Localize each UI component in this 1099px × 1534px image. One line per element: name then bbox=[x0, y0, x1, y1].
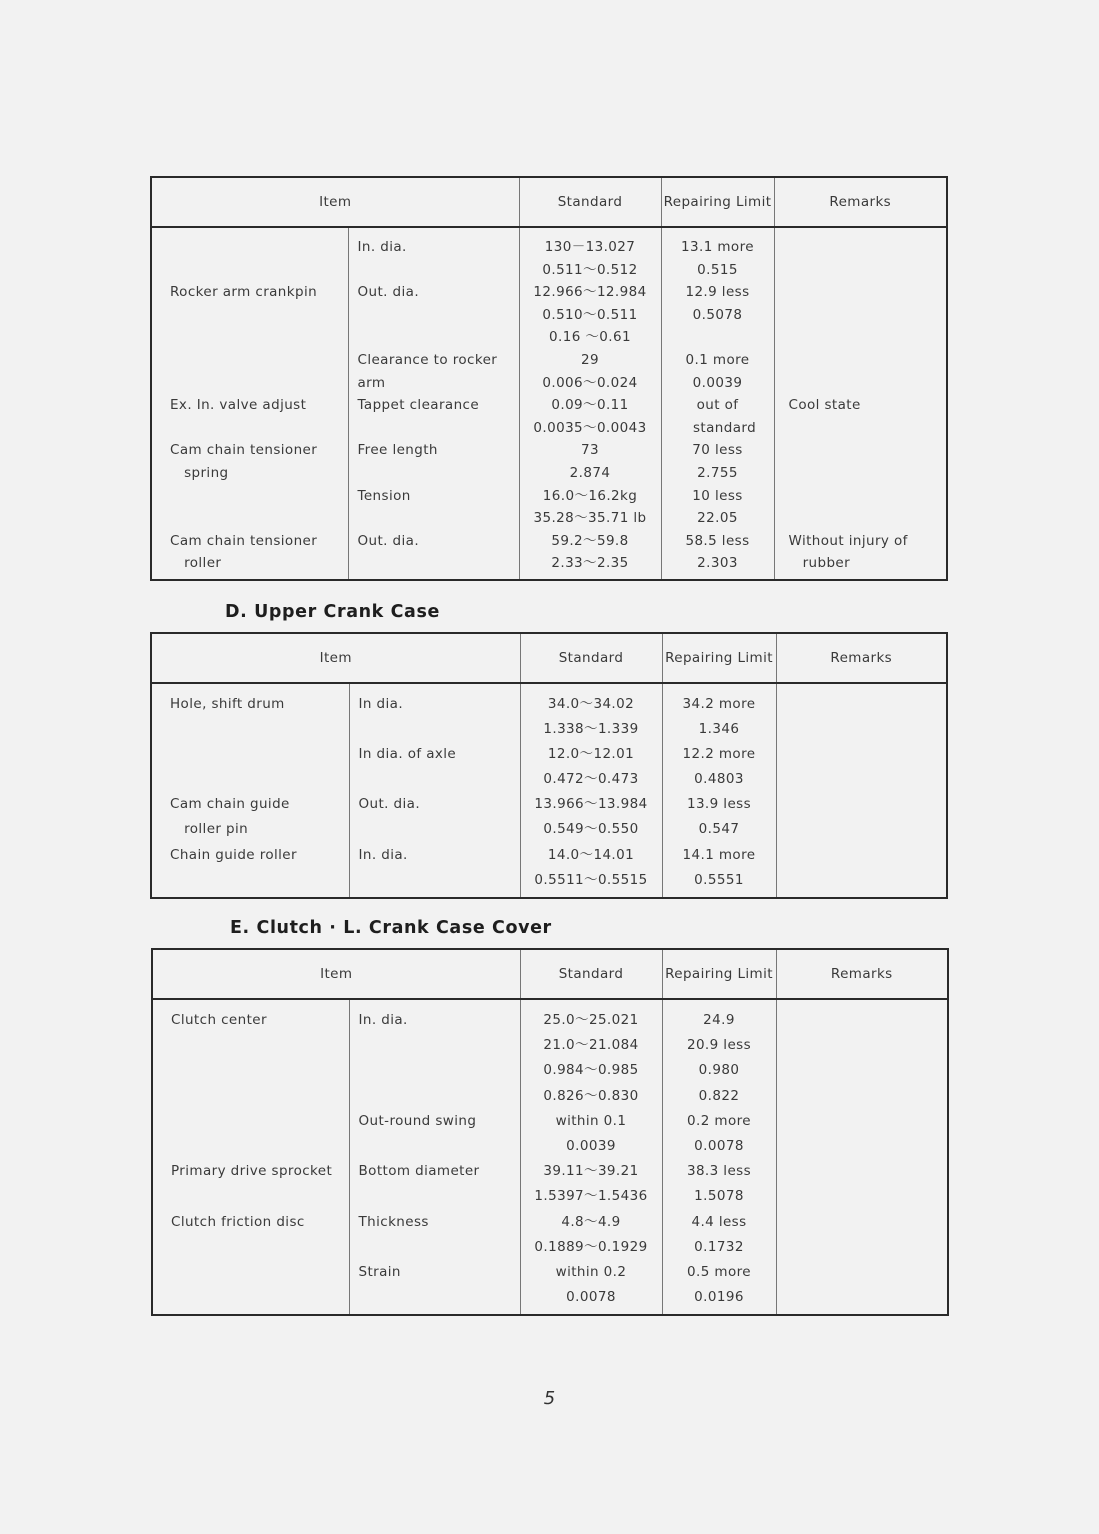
header-item: Item bbox=[151, 177, 519, 227]
sub-item-line bbox=[359, 1058, 520, 1083]
standard-cell bbox=[519, 227, 661, 394]
item-line bbox=[171, 1084, 349, 1109]
standard-value: 0.1889～0.1929 bbox=[534, 1238, 648, 1255]
limit-value: 2.755 bbox=[697, 464, 738, 481]
limit-value: 38.3 less bbox=[686, 1163, 752, 1180]
standard-value: 0.984～0.985 bbox=[543, 1062, 639, 1079]
item-line: Clutch center bbox=[171, 1012, 267, 1028]
sub-item-cell bbox=[349, 999, 520, 1315]
remarks-line bbox=[791, 692, 947, 717]
item-line bbox=[171, 1285, 349, 1310]
table-header-row bbox=[151, 177, 947, 227]
item-line bbox=[171, 1260, 349, 1285]
standard-value: 4.8～4.9 bbox=[561, 1213, 621, 1230]
item-line bbox=[170, 507, 348, 530]
remarks-line: Cool state bbox=[788, 397, 861, 414]
limit-value: 34.2 more bbox=[682, 696, 756, 712]
remarks-line bbox=[791, 843, 947, 868]
limit-value: 1.5078 bbox=[694, 1188, 744, 1205]
remarks-line bbox=[791, 817, 947, 842]
item-line: Cam chain tensioner bbox=[170, 442, 318, 459]
standard-value: 2.874 bbox=[569, 464, 611, 481]
standard-value: 16.0～16.2kg bbox=[542, 487, 638, 504]
standard-value: 0.5511～0.5515 bbox=[534, 871, 648, 888]
sub-item-line bbox=[359, 1033, 520, 1058]
limit-value: 0.515 bbox=[697, 261, 738, 278]
limit-value: 58.5 less bbox=[685, 532, 750, 549]
remarks-line bbox=[789, 462, 947, 485]
limit-value: 0.0078 bbox=[694, 1138, 744, 1155]
item-line: roller pin bbox=[170, 821, 249, 838]
header-item: Item bbox=[151, 633, 520, 683]
sub-item-line: Out. dia. bbox=[357, 532, 420, 549]
sub-item-line bbox=[359, 717, 520, 742]
sub-item-line: In dia. of axle bbox=[358, 746, 457, 763]
standard-value: 59.2～59.8 bbox=[551, 532, 629, 549]
standard-value: 0.510～0.511 bbox=[542, 306, 638, 323]
limit-value: out of bbox=[696, 397, 739, 414]
item-line bbox=[170, 417, 348, 440]
header-standard: Standard bbox=[520, 949, 662, 999]
sub-item-line bbox=[358, 552, 519, 575]
item-line: Ex. In. valve adjust bbox=[170, 397, 307, 414]
standard-cell bbox=[520, 999, 662, 1315]
standard-value: 0.826～0.830 bbox=[543, 1087, 639, 1104]
limit-value: 0.5 more bbox=[687, 1264, 751, 1281]
item-line: Primary drive sprocket bbox=[171, 1163, 333, 1180]
remarks-line bbox=[791, 1210, 948, 1235]
remarks-line bbox=[791, 1184, 948, 1209]
spec-table-upper-crank-case bbox=[150, 632, 948, 899]
sub-item-line bbox=[359, 1285, 520, 1310]
table-header-row bbox=[151, 633, 947, 683]
standard-cell bbox=[520, 683, 662, 898]
remarks-line bbox=[791, 792, 947, 817]
item-line bbox=[170, 236, 348, 259]
limit-value: 0.1732 bbox=[694, 1238, 744, 1255]
table-row bbox=[151, 683, 947, 898]
limit-value: 0.2 more bbox=[687, 1112, 751, 1129]
limit-value: 0.547 bbox=[698, 821, 740, 838]
sub-item-line: Tappet clearance bbox=[357, 397, 480, 414]
remarks-line bbox=[791, 1159, 948, 1184]
limit-value: 12.9 less bbox=[685, 284, 750, 301]
standard-value: 13.966～13.984 bbox=[534, 796, 648, 813]
item-line: Clutch friction disc bbox=[171, 1213, 305, 1230]
limit-value: 0.0196 bbox=[694, 1289, 744, 1306]
remarks-line bbox=[789, 417, 947, 440]
remarks-cell bbox=[776, 999, 948, 1315]
sub-item-line: arm bbox=[357, 374, 386, 391]
limit-value: 4.4 less bbox=[691, 1213, 747, 1230]
remarks-line bbox=[791, 868, 947, 893]
sub-item-cell bbox=[348, 394, 519, 580]
remarks-line bbox=[789, 236, 947, 259]
sub-item-line: In. dia. bbox=[358, 1012, 408, 1028]
header-repairing-limit: Repairing Limit bbox=[662, 949, 776, 999]
standard-value: 0.0035～0.0043 bbox=[533, 419, 647, 436]
header-repairing-limit: Repairing Limit bbox=[661, 177, 774, 227]
item-cell bbox=[151, 227, 348, 394]
sub-item-line bbox=[359, 1134, 520, 1159]
limit-value: 14.1 more bbox=[682, 846, 756, 863]
sub-item-line: Tension bbox=[357, 487, 411, 504]
limit-value: 70 less bbox=[692, 442, 743, 459]
item-line: Chain guide roller bbox=[170, 846, 297, 863]
sub-item-line: In dia. bbox=[358, 696, 404, 712]
standard-value: 12.966～12.984 bbox=[533, 284, 647, 301]
limit-cell bbox=[662, 999, 776, 1315]
item-line bbox=[171, 1184, 349, 1209]
standard-value: 14.0～14.01 bbox=[547, 846, 635, 863]
sub-item-line: Thickness bbox=[358, 1213, 429, 1230]
remarks-line bbox=[789, 281, 947, 304]
item-line bbox=[170, 372, 348, 395]
limit-value bbox=[662, 326, 774, 349]
limit-value: 0.822 bbox=[698, 1087, 740, 1104]
remarks-line bbox=[791, 717, 947, 742]
item-line: roller bbox=[170, 555, 222, 572]
sub-item-line: Strain bbox=[358, 1264, 401, 1281]
limit-value: 0.5551 bbox=[694, 871, 744, 888]
header-repairing-limit: Repairing Limit bbox=[662, 633, 776, 683]
item-line bbox=[170, 717, 349, 742]
remarks-line bbox=[791, 767, 947, 792]
remarks-line bbox=[791, 1008, 948, 1033]
remarks-line bbox=[791, 1260, 948, 1285]
limit-value: 0.0039 bbox=[692, 374, 743, 391]
remarks-line bbox=[789, 259, 947, 282]
item-line bbox=[170, 326, 348, 349]
table-row bbox=[151, 227, 947, 394]
sub-item-line: Out-round swing bbox=[358, 1112, 477, 1129]
sub-item-line bbox=[359, 1084, 520, 1109]
limit-value: standard bbox=[678, 419, 757, 436]
item-line bbox=[170, 767, 349, 792]
section-title-clutch-crank-case-cover: E. Clutch · L. Crank Case Cover bbox=[230, 918, 552, 938]
item-line bbox=[170, 742, 349, 767]
table-row bbox=[152, 999, 948, 1315]
sub-item-line: Bottom diameter bbox=[358, 1163, 480, 1180]
standard-value: 21.0～21.084 bbox=[543, 1037, 639, 1054]
limit-value: 0.5078 bbox=[692, 306, 743, 323]
remarks-cell bbox=[776, 683, 947, 898]
limit-value: 1.346 bbox=[698, 721, 740, 738]
header-standard: Standard bbox=[520, 633, 662, 683]
item-line: spring bbox=[170, 464, 229, 481]
standard-value: 34.0～34.02 bbox=[547, 696, 635, 712]
remarks-line bbox=[791, 1058, 948, 1083]
limit-value: 0.4803 bbox=[694, 771, 744, 788]
remarks-line bbox=[789, 372, 947, 395]
remarks-line bbox=[791, 1033, 948, 1058]
limit-cell bbox=[661, 394, 774, 580]
limit-value: 24.9 bbox=[703, 1012, 735, 1028]
sub-item-line: Out. dia. bbox=[358, 796, 421, 813]
limit-value: 22.05 bbox=[697, 510, 738, 527]
remarks-line: Without injury of bbox=[788, 532, 908, 549]
sub-item-line bbox=[358, 417, 519, 440]
standard-value: 0.549～0.550 bbox=[543, 821, 639, 838]
remarks-line bbox=[789, 304, 947, 327]
page-number: 5 bbox=[543, 1388, 556, 1409]
standard-value: 0.006～0.024 bbox=[542, 374, 638, 391]
remarks-line bbox=[791, 1134, 948, 1159]
sub-item-line bbox=[358, 259, 519, 282]
spec-table-clutch-crank-case-cover bbox=[151, 948, 949, 1316]
standard-cell bbox=[519, 394, 661, 580]
sub-item-cell bbox=[348, 227, 519, 394]
remarks-line bbox=[789, 326, 947, 349]
spec-table-cylinder-head bbox=[150, 176, 948, 581]
sub-item-cell bbox=[349, 683, 520, 898]
sub-item-line: In. dia. bbox=[357, 239, 407, 255]
sub-item-line bbox=[359, 767, 520, 792]
standard-value: 0.09～0.11 bbox=[551, 397, 629, 414]
item-line bbox=[170, 259, 348, 282]
sub-item-line bbox=[359, 817, 520, 842]
sub-item-line: Clearance to rocker bbox=[357, 351, 498, 368]
remarks-line bbox=[791, 742, 947, 767]
limit-value: 13.9 less bbox=[686, 796, 752, 813]
item-line bbox=[171, 1109, 349, 1134]
limit-cell bbox=[662, 683, 776, 898]
remarks-line bbox=[791, 1109, 948, 1134]
limit-value: 20.9 less bbox=[686, 1037, 752, 1054]
sub-item-line bbox=[359, 1184, 520, 1209]
header-remarks: Remarks bbox=[776, 633, 947, 683]
limit-value: 10 less bbox=[692, 487, 743, 504]
item-line bbox=[171, 1235, 349, 1260]
remarks-line: rubber bbox=[788, 555, 851, 572]
limit-value: 2.303 bbox=[697, 555, 738, 572]
limit-value: 0.1 more bbox=[685, 351, 750, 368]
remarks-line bbox=[791, 1235, 948, 1260]
remarks-cell bbox=[774, 394, 947, 580]
remarks-line bbox=[791, 1084, 948, 1109]
sub-item-line bbox=[359, 1235, 520, 1260]
standard-value: 29 bbox=[581, 351, 599, 368]
sub-item-line: Out. dia. bbox=[357, 284, 420, 301]
standard-value: 39.11～39.21 bbox=[543, 1163, 639, 1180]
item-line bbox=[171, 1033, 349, 1058]
item-line: Rocker arm crankpin bbox=[170, 284, 318, 301]
standard-value: 0.16 ～0.61 bbox=[549, 329, 631, 346]
item-line bbox=[171, 1058, 349, 1083]
sub-item-line bbox=[358, 462, 519, 485]
item-line bbox=[170, 868, 349, 893]
item-line bbox=[170, 304, 348, 327]
standard-value: 35.28～35.71 lb bbox=[533, 510, 647, 527]
header-remarks: Remarks bbox=[776, 949, 948, 999]
sub-item-line bbox=[358, 304, 519, 327]
remarks-cell bbox=[774, 227, 947, 394]
standard-value: 25.0～25.021 bbox=[543, 1012, 639, 1028]
item-line: Cam chain guide bbox=[170, 796, 290, 813]
item-line bbox=[170, 485, 348, 508]
header-remarks: Remarks bbox=[774, 177, 947, 227]
standard-value: 12.0～12.01 bbox=[547, 746, 635, 763]
header-item: Item bbox=[152, 949, 520, 999]
sub-item-line: Free length bbox=[357, 442, 438, 459]
remarks-line bbox=[789, 439, 947, 462]
standard-value: 0.0039 bbox=[566, 1138, 616, 1155]
sub-item-line bbox=[358, 326, 519, 349]
remarks-line bbox=[789, 485, 947, 508]
item-cell bbox=[151, 394, 348, 580]
limit-cell bbox=[661, 227, 774, 394]
standard-value: 1.338～1.339 bbox=[543, 721, 639, 738]
limit-value: 0.980 bbox=[698, 1062, 740, 1079]
standard-value: 73 bbox=[581, 442, 599, 459]
standard-value: 130－13.027 bbox=[544, 239, 636, 255]
remarks-line bbox=[789, 507, 947, 530]
header-standard: Standard bbox=[519, 177, 661, 227]
standard-value: within 0.1 bbox=[555, 1112, 627, 1129]
standard-value: 0.472～0.473 bbox=[543, 771, 639, 788]
item-cell bbox=[151, 683, 349, 898]
item-line: Cam chain tensioner bbox=[170, 532, 318, 549]
standard-value: 0.0078 bbox=[566, 1289, 616, 1306]
standard-value: 0.511～0.512 bbox=[542, 261, 638, 278]
sub-item-line bbox=[358, 507, 519, 530]
standard-value: within 0.2 bbox=[555, 1264, 627, 1281]
standard-value: 1.5397～1.5436 bbox=[534, 1188, 648, 1205]
sub-item-line: In. dia. bbox=[358, 846, 408, 863]
standard-value: 2.33～2.35 bbox=[551, 555, 629, 572]
limit-value: 13.1 more bbox=[681, 239, 754, 255]
item-cell bbox=[152, 999, 349, 1315]
item-line: Hole, shift drum bbox=[170, 696, 285, 712]
limit-value: 12.2 more bbox=[682, 746, 756, 763]
table-header-row bbox=[152, 949, 948, 999]
remarks-line bbox=[789, 349, 947, 372]
item-line bbox=[170, 349, 348, 372]
remarks-line bbox=[791, 1285, 948, 1310]
section-title-upper-crank-case: D. Upper Crank Case bbox=[225, 602, 440, 622]
table-row bbox=[151, 394, 947, 580]
item-line bbox=[171, 1134, 349, 1159]
sub-item-line bbox=[359, 868, 520, 893]
